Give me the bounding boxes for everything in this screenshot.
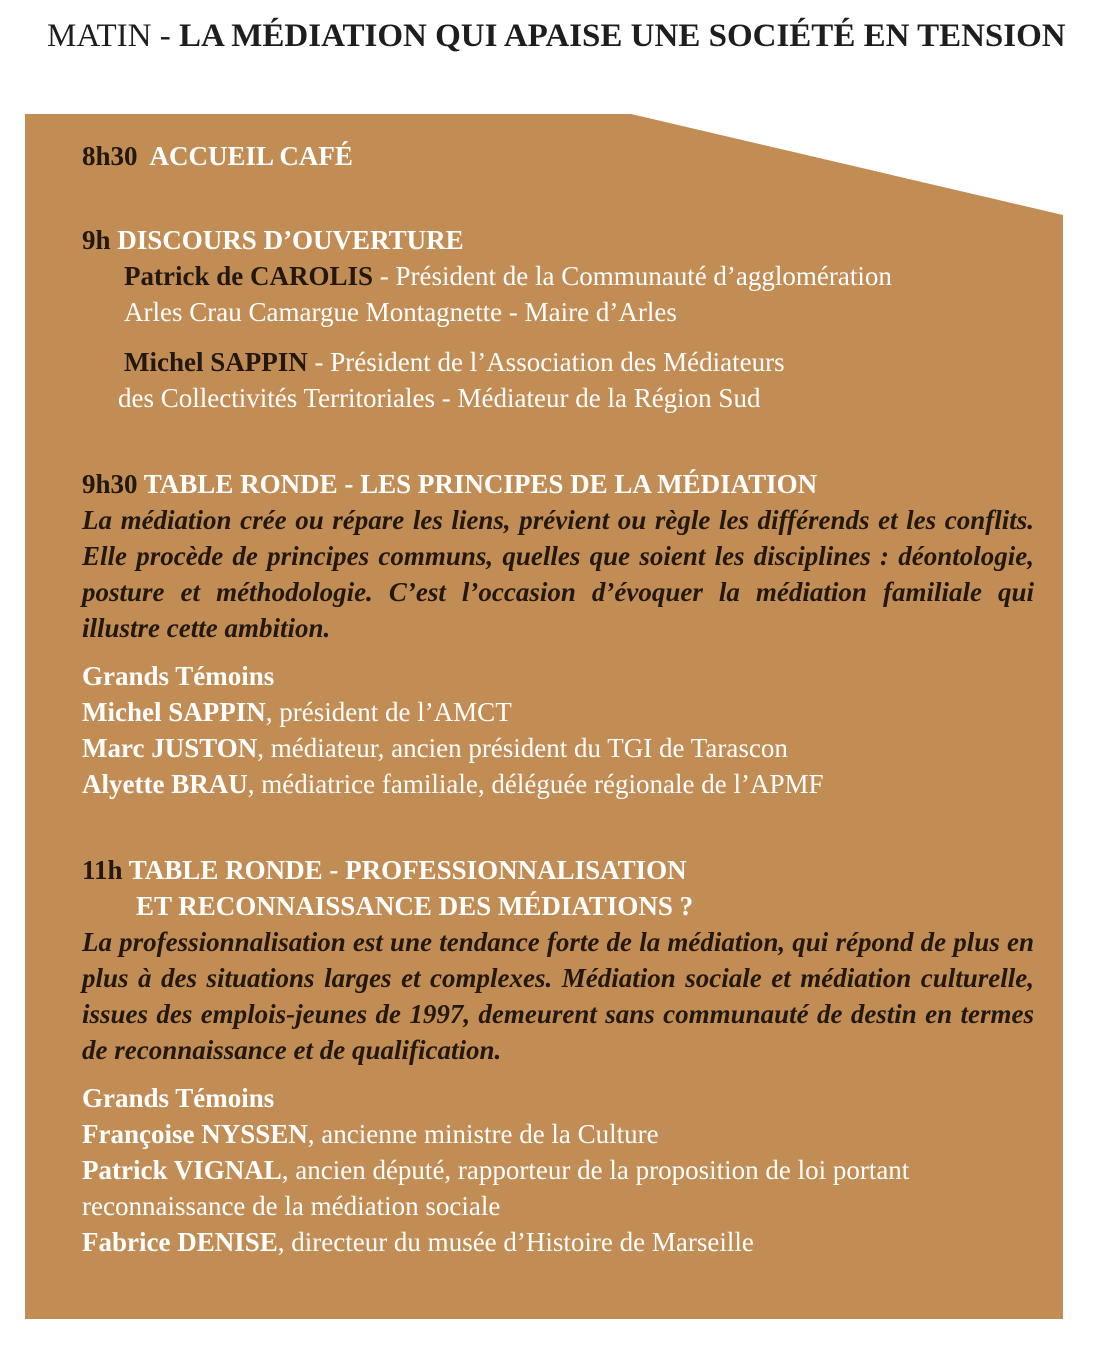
speaker-1 <box>82 258 1034 294</box>
speaker-name: Michel SAPPIN <box>124 347 308 377</box>
witness-item <box>82 1152 1034 1188</box>
section-ouverture <box>82 222 1034 416</box>
section-table-ronde-1 <box>82 466 1034 802</box>
witness-role: , médiatrice familiale, déléguée régionale de l’APMF <box>247 769 824 799</box>
section-title: ACCUEIL CAFÉ <box>149 141 353 171</box>
witnesses-label: Grands Témoins <box>82 1083 275 1113</box>
section-description: La professionnalisation est une tendance forte de la médiation, qui répond de plus en plus à des situations larges et complexes. Médiation sociale et médiation culturelle, issues des emplois-jeunes de 1997, demeurent sans communauté de destin en termes de reconnaissance et de qualification. <box>82 927 1034 1065</box>
witness-name: Patrick VIGNAL <box>82 1155 282 1185</box>
section-title-line2: ET RECONNAISSANCE DES MÉDIATIONS ? <box>136 891 694 921</box>
section-table-ronde-2 <box>82 852 1034 1260</box>
witness-item <box>82 694 1034 730</box>
witness-role-line2: reconnaissance de la médiation sociale <box>82 1191 501 1221</box>
speaker-2-role-line2: des Collectivités Territoriales - Médiateur de la Région Sud <box>118 383 761 413</box>
section-time: 11h <box>82 855 123 885</box>
witness-name: Françoise NYSSEN <box>82 1119 308 1149</box>
section-description: La médiation crée ou répare les liens, prévient ou règle les différends et les conflits. Elle procède de principes communs, quelles que soient les disciplines : déontologie, posture et méthodologie. C’est l’occasion d’évoquer la médiation familiale qui illustre cette ambition. <box>82 505 1034 643</box>
title-prefix: MATIN - <box>47 18 171 54</box>
witness-item <box>82 766 1034 802</box>
witness-name: Marc JUSTON <box>82 733 258 763</box>
section-title: TABLE RONDE - LES PRINCIPES DE LA MÉDIATION <box>143 469 818 499</box>
witnesses-label: Grands Témoins <box>82 661 275 691</box>
section-title: TABLE RONDE - PROFESSIONNALISATION <box>128 855 687 885</box>
witness-item <box>82 1224 1034 1260</box>
witness-role: , médiateur, ancien président du TGI de Tarascon <box>257 733 788 763</box>
speaker-role: - Président de la Communauté d’agglomération <box>373 261 892 291</box>
witness-name: Alyette BRAU <box>82 769 248 799</box>
title-main: LA MÉDIATION QUI APAISE UNE SOCIÉTÉ EN TENSION <box>178 18 1066 54</box>
section-accueil <box>82 138 1034 174</box>
speaker-1-role-line2: Arles Crau Camargue Montagnette - Maire d’Arles <box>124 297 677 327</box>
section-title: DISCOURS D’OUVERTURE <box>117 225 464 255</box>
witness-item <box>82 1116 1034 1152</box>
section-time: 9h <box>82 225 111 255</box>
speaker-2 <box>82 344 1034 380</box>
speaker-name: Patrick de CAROLIS <box>124 261 373 291</box>
witness-role: , ancien député, rapporteur de la proposition de loi portant <box>281 1155 910 1185</box>
witness-role: , ancienne ministre de la Culture <box>307 1119 659 1149</box>
witness-role: , directeur du musée d’Histoire de Marseille <box>277 1227 754 1257</box>
witness-role: , président de l’AMCT <box>265 697 512 727</box>
section-time: 8h30 <box>82 141 138 171</box>
page-title <box>47 18 1066 55</box>
witness-name: Fabrice DENISE <box>82 1227 278 1257</box>
program-content <box>82 138 1034 1260</box>
speaker-role: - Président de l’Association des Médiateurs <box>307 347 785 377</box>
witness-item <box>82 730 1034 766</box>
section-time: 9h30 <box>82 469 138 499</box>
witness-name: Michel SAPPIN <box>82 697 266 727</box>
